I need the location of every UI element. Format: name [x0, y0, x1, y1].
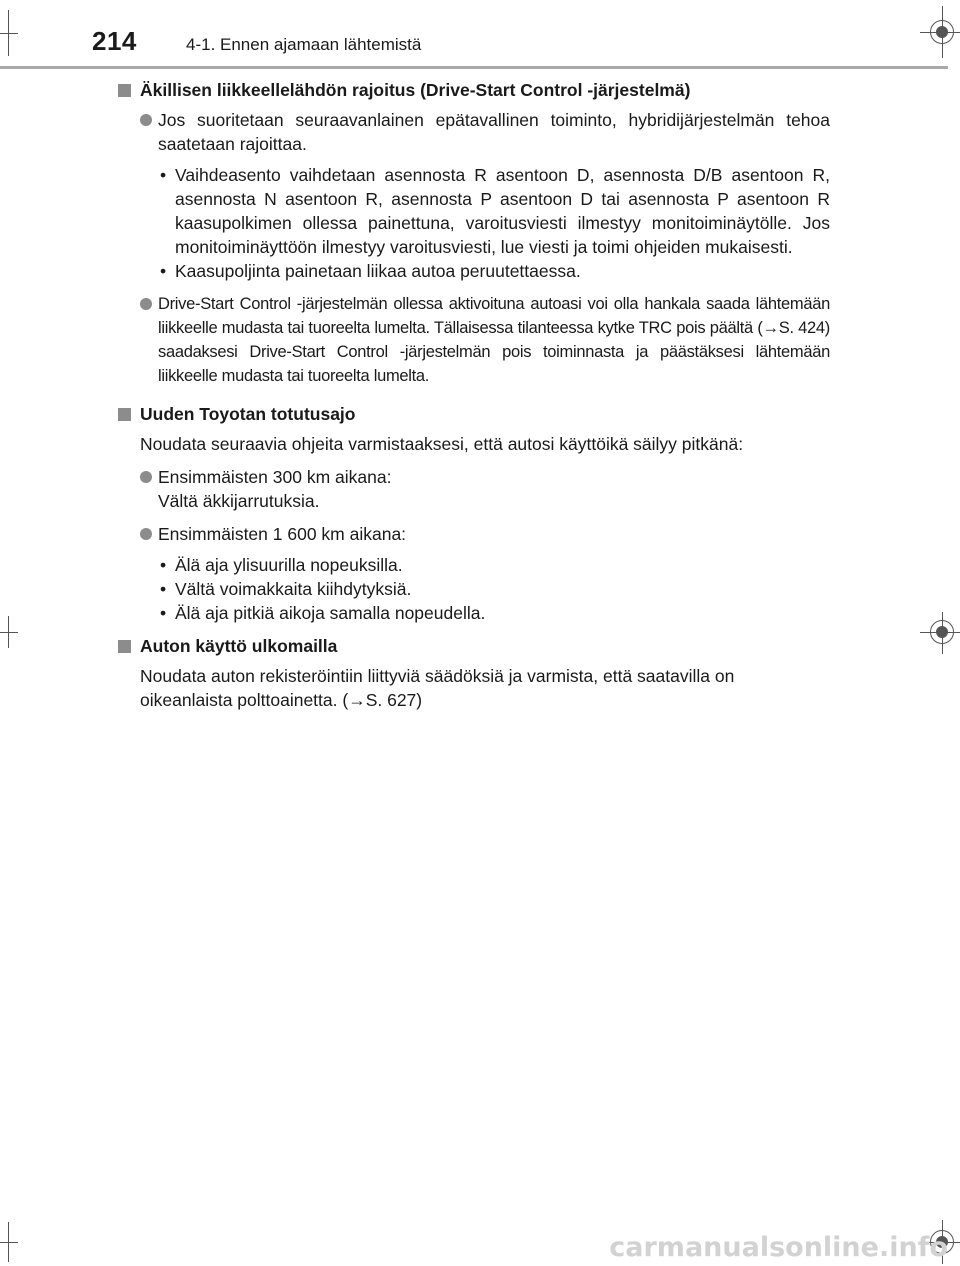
list-item-text: Drive-Start Control -järjestelmän ollessa aktivoituna autoasi voi olla hankala saada lähtemään liikkeelle mudasta tai tuoreelta lumelta. Tällaisessa tilanteessa kytke TRC pois päältä (→S. 424) saadaksesi Drive-Start Control -järjestelmän pois toiminnasta ja päästäksesi lähtemään liikkeelle mudasta tai tuoreelta lumelta.: [158, 295, 830, 385]
list-item: [118, 108, 830, 156]
list-item-text: Vältä äkkijarrutuksia.: [158, 491, 320, 511]
section-heading: [118, 402, 830, 426]
list-item-text: Jos suoritetaan seuraavanlainen epätavallinen toiminto, hybridijärjestelmän tehoa saatetaan rajoittaa.: [158, 110, 830, 154]
list-item-text: Ensimmäisten 1 600 km aikana:: [158, 524, 407, 544]
sub-list-item-text: Älä aja ylisuurilla nopeuksilla.: [175, 555, 403, 575]
sub-list-item-text: Kaasupoljinta painetaan liikaa autoa peruutettaessa.: [175, 261, 581, 281]
circle-bullet-icon: [140, 471, 152, 483]
section-title: Uuden Toyotan totutusajo: [140, 404, 356, 424]
crop-mark-icon: [918, 0, 960, 60]
square-bullet-icon: [118, 408, 131, 421]
crop-mark-icon: [0, 612, 40, 652]
section-heading: [118, 634, 830, 658]
page-number: 214: [92, 26, 137, 56]
sub-list-item: • Älä aja ylisuurilla nopeuksilla.: [160, 555, 403, 575]
square-bullet-icon: [118, 640, 131, 653]
sub-list-item-text: Älä aja pitkiä aikoja samalla nopeudella.: [175, 603, 486, 623]
header-rule: [0, 66, 948, 69]
sub-list-item: • Kaasupoljinta painetaan liikaa autoa peruutettaessa.: [160, 261, 581, 281]
list-item: [118, 465, 830, 513]
paragraph: Noudata seuraavia ohjeita varmistaaksesi, että autosi käyttöikä säilyy pitkänä:: [140, 434, 744, 454]
watermark: carmanualsonline.info: [609, 1232, 948, 1263]
list-item-text: Ensimmäisten 300 km aikana:: [158, 467, 392, 487]
section-heading: [118, 78, 830, 102]
section-title: Äkillisen liikkeellelähdön rajoitus (Drive-Start Control -järjestelmä): [140, 80, 691, 100]
sub-list-item: • Älä aja pitkiä aikoja samalla nopeudella.: [160, 603, 486, 623]
crop-mark-icon: [0, 1218, 40, 1266]
circle-bullet-icon: [140, 298, 152, 310]
square-bullet-icon: [118, 84, 131, 97]
sub-list-item-text: Vaihdeasento vaihdetaan asennosta R asentoon D, asennosta D/B asentoon R, asennosta N asentoon R, asennosta P asentoon D tai asennosta P asentoon R kaasupolkimen ollessa painettuna, varoitusviesti ilmestyy monitoiminäytölle. Jos monitoiminäyttöön ilmestyy varoitusviesti, lue viesti ja toimi ohjeiden mukaisesti.: [175, 165, 830, 257]
list-item: [118, 522, 830, 546]
sub-list-item: • Vaihdeasento vaihdetaan asennosta R asentoon D, asennosta D/B asentoon R, asennosta N asentoon R, asennosta P asentoon D tai asennosta P asentoon R kaasupolkimen ollessa painettuna, varoitusviesti ilmestyy monitoiminäytölle. Jos monitoiminäyttöön ilmestyy varoitusviesti, lue viesti ja toimi ohjeiden mukaisesti.: [160, 165, 830, 257]
page-content: [118, 78, 830, 721]
sub-list: [118, 553, 830, 625]
sub-list-item-text: Vältä voimakkaita kiihdytyksiä.: [175, 579, 412, 599]
crop-mark-icon: [918, 612, 960, 656]
sub-list: [118, 163, 830, 283]
sub-list-item: • Vältä voimakkaita kiihdytyksiä.: [160, 579, 412, 599]
circle-bullet-icon: [140, 528, 152, 540]
chapter-title: 4-1. Ennen ajamaan lähtemistä: [186, 35, 422, 54]
list-item: [118, 292, 830, 388]
crop-mark-icon: [0, 0, 40, 60]
paragraph: Noudata auton rekisteröintiin liittyviä säädöksiä ja varmista, että saatavilla on oikeanlaista polttoainetta. (→S. 627): [140, 666, 735, 710]
section-title: Auton käyttö ulkomailla: [140, 636, 338, 656]
circle-bullet-icon: [140, 114, 152, 126]
